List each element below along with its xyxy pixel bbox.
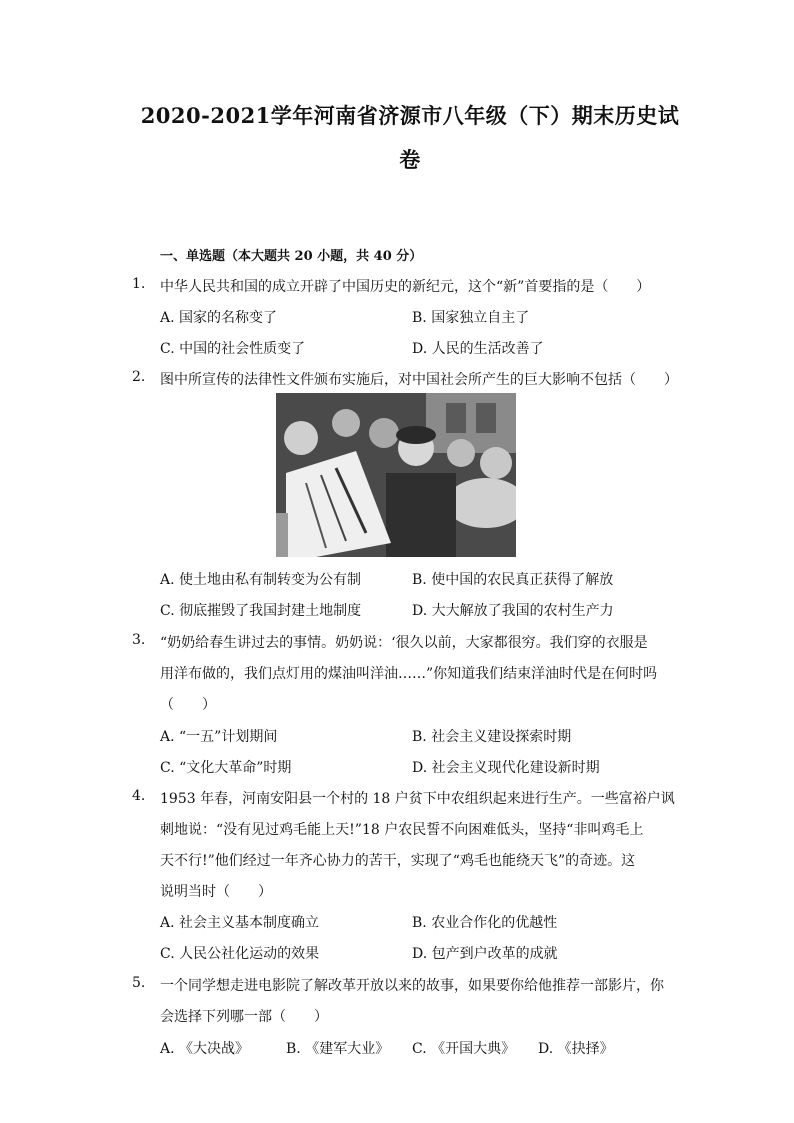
option-b: B. 《建军大业》 [286, 1041, 390, 1057]
question-number: 5. [132, 975, 146, 991]
question-number: 4. [132, 788, 146, 804]
option-b: B. 社会主义建设探索时期 [412, 729, 572, 745]
option-d: D. 社会主义现代化建设新时期 [412, 760, 600, 776]
question-stem-line: 说明当时（ ） [160, 884, 272, 900]
question-stem-line: “奶奶给春生讲过去的事情。奶奶说：‘很久以前，大家都很穷。我们穿的衣服是 [160, 635, 648, 651]
option-a: A. 《大决战》 [160, 1041, 250, 1057]
question-number: 1. [132, 276, 146, 292]
question-stem-line: 刺地说：“没有见过鸡毛能上天!”18 户农民誓不向困难低头，坚持“非叫鸡毛上 [160, 822, 644, 838]
question-stem-line: 天不行!”他们经过一年齐心协力的苦干，实现了“鸡毛也能绕天飞”的奇迹。这 [160, 853, 636, 869]
option-a: A. 社会主义基本制度确立 [160, 915, 320, 931]
option-c: C. 《开国大典》 [412, 1041, 516, 1057]
option-b: B. 农业合作化的优越性 [412, 915, 558, 931]
question-stem-line: （ ） [160, 697, 216, 713]
option-a: A. 国家的名称变了 [160, 310, 278, 326]
section-heading: 一、单选题（本大题共 20 小题，共 40 分） [160, 249, 423, 264]
question-stem-line: 用洋布做的，我们点灯用的煤油叫洋油……”你知道我们结束洋油时代是在何时吗 [160, 666, 658, 682]
question-stem-line: 1953 年春，河南安阳县一个村的 18 户贫下中农组织起来进行生产。一些富裕户讽 [160, 791, 675, 807]
option-d: D. 包产到户改革的成就 [412, 946, 558, 962]
option-d: D. 《抉择》 [538, 1041, 614, 1057]
option-a: A. 使土地由私有制转变为公有制 [160, 572, 362, 588]
option-c: C. 中国的社会性质变了 [160, 341, 306, 357]
question-stem: 中华人民共和国的成立开辟了中国历史的新纪元，这个“新”首要指的是（ ） [160, 279, 651, 295]
option-c: C. 彻底摧毁了我国封建土地制度 [160, 603, 362, 619]
option-b: B. 使中国的农民真正获得了解放 [412, 572, 614, 588]
question-stem: 图中所宣传的法律性文件颁布实施后，对中国社会所产生的巨大影响不包括（ ） [160, 372, 678, 388]
historical-photo [276, 393, 516, 557]
page-title-line-2: 卷 [399, 147, 421, 172]
question-number: 3. [132, 632, 146, 648]
option-a: A. “一五”计划期间 [160, 729, 278, 745]
newspaper-crowd-photo [276, 393, 516, 557]
question-stem-line: 会选择下列哪一部（ ） [160, 1009, 328, 1025]
option-b: B. 国家独立自主了 [412, 310, 530, 326]
option-d: D. 大大解放了我国的农村生产力 [412, 603, 614, 619]
option-c: C. 人民公社化运动的效果 [160, 946, 320, 962]
page-title-line-1: 2020-2021学年河南省济源市八年级（下）期末历史试 [140, 103, 680, 128]
question-number: 2. [132, 369, 146, 385]
option-c: C. “文化大革命”时期 [160, 760, 292, 776]
option-d: D. 人民的生活改善了 [412, 341, 544, 357]
question-stem-line: 一个同学想走进电影院了解改革开放以来的故事，如果要你给他推荐一部影片，你 [160, 978, 664, 994]
